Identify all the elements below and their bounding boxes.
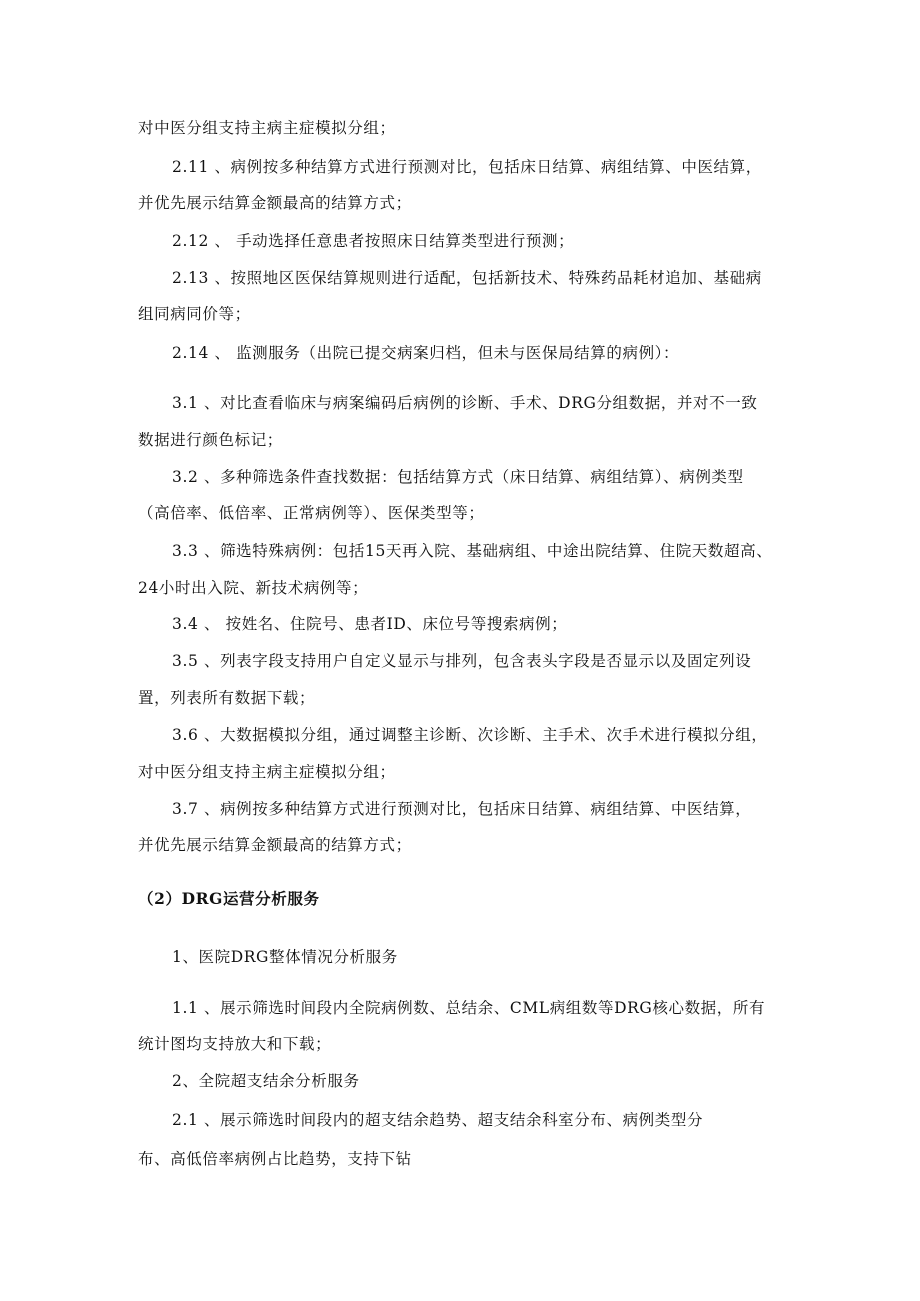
subsection-heading: 2、全院超支结余分析服务: [172, 1072, 360, 1090]
text-line: 数据进行颜色标记；: [138, 431, 283, 449]
text-line: 统计图均支持放大和下载；: [138, 1035, 332, 1053]
text-line: 并优先展示结算金额最高的结算方式；: [138, 836, 412, 854]
text-line: 2.13 、按照地区医保结算规则进行适配，包括新技术、特殊药品耗材追加、基础病: [172, 269, 762, 287]
text-line: 布、高低倍率病例占比趋势，支持下钻: [138, 1150, 412, 1168]
text-line: 3.1 、对比查看临床与病案编码后病例的诊断、手术、DRG分组数据，并对不一致: [172, 394, 758, 412]
text-line: 3.6 、大数据模拟分组，通过调整主诊断、次诊断、主手术、次手术进行模拟分组，: [172, 726, 768, 744]
text-line: 置，列表所有数据下载；: [138, 689, 316, 707]
text-line: 3.2 、多种筛选条件查找数据：包括结算方式（床日结算、病组结算）、病例类型: [172, 468, 744, 486]
text-line: （高倍率、低倍率、正常病例等）、医保类型等；: [138, 504, 485, 522]
text-line: 对中医分组支持主病主症模拟分组；: [138, 119, 396, 137]
text-line: 3.7 、病例按多种结算方式进行预测对比，包括床日结算、病组结算、中医结算，: [172, 800, 752, 818]
text-line: 组同病同价等；: [138, 305, 251, 323]
text-line: 3.5 、列表字段支持用户自定义显示与排列，包含表头字段是否显示以及固定列设: [172, 652, 752, 670]
text-line: 2.12 、 手动选择任意患者按照床日结算类型进行预测；: [172, 232, 575, 250]
text-line: 2.11 、病例按多种结算方式进行预测对比，包括床日结算、病组结算、中医结算，: [172, 158, 762, 176]
text-line: 1.1 、展示筛选时间段内全院病例数、总结余、CML病组数等DRG核心数据，所有: [172, 999, 766, 1017]
section-heading: （2）DRG运营分析服务: [138, 889, 320, 908]
text-line: 2.1 、展示筛选时间段内的超支结余趋势、超支结余科室分布、病例类型分: [172, 1111, 704, 1129]
text-line: 2.14 、 监测服务（出院已提交病案归档，但未与医保局结算的病例）：: [172, 344, 680, 362]
text-line: 24小时出入院、新技术病例等；: [138, 579, 369, 597]
text-line: 3.4 、 按姓名、住院号、患者ID、床位号等搜索病例；: [172, 615, 568, 633]
text-line: 3.3 、筛选特殊病例：包括15天再入院、基础病组、中途出院结算、住院天数超高、: [172, 542, 773, 560]
text-line: 对中医分组支持主病主症模拟分组；: [138, 763, 396, 781]
subsection-heading: 1、医院DRG整体情况分析服务: [172, 948, 398, 966]
text-line: 并优先展示结算金额最高的结算方式；: [138, 194, 412, 212]
